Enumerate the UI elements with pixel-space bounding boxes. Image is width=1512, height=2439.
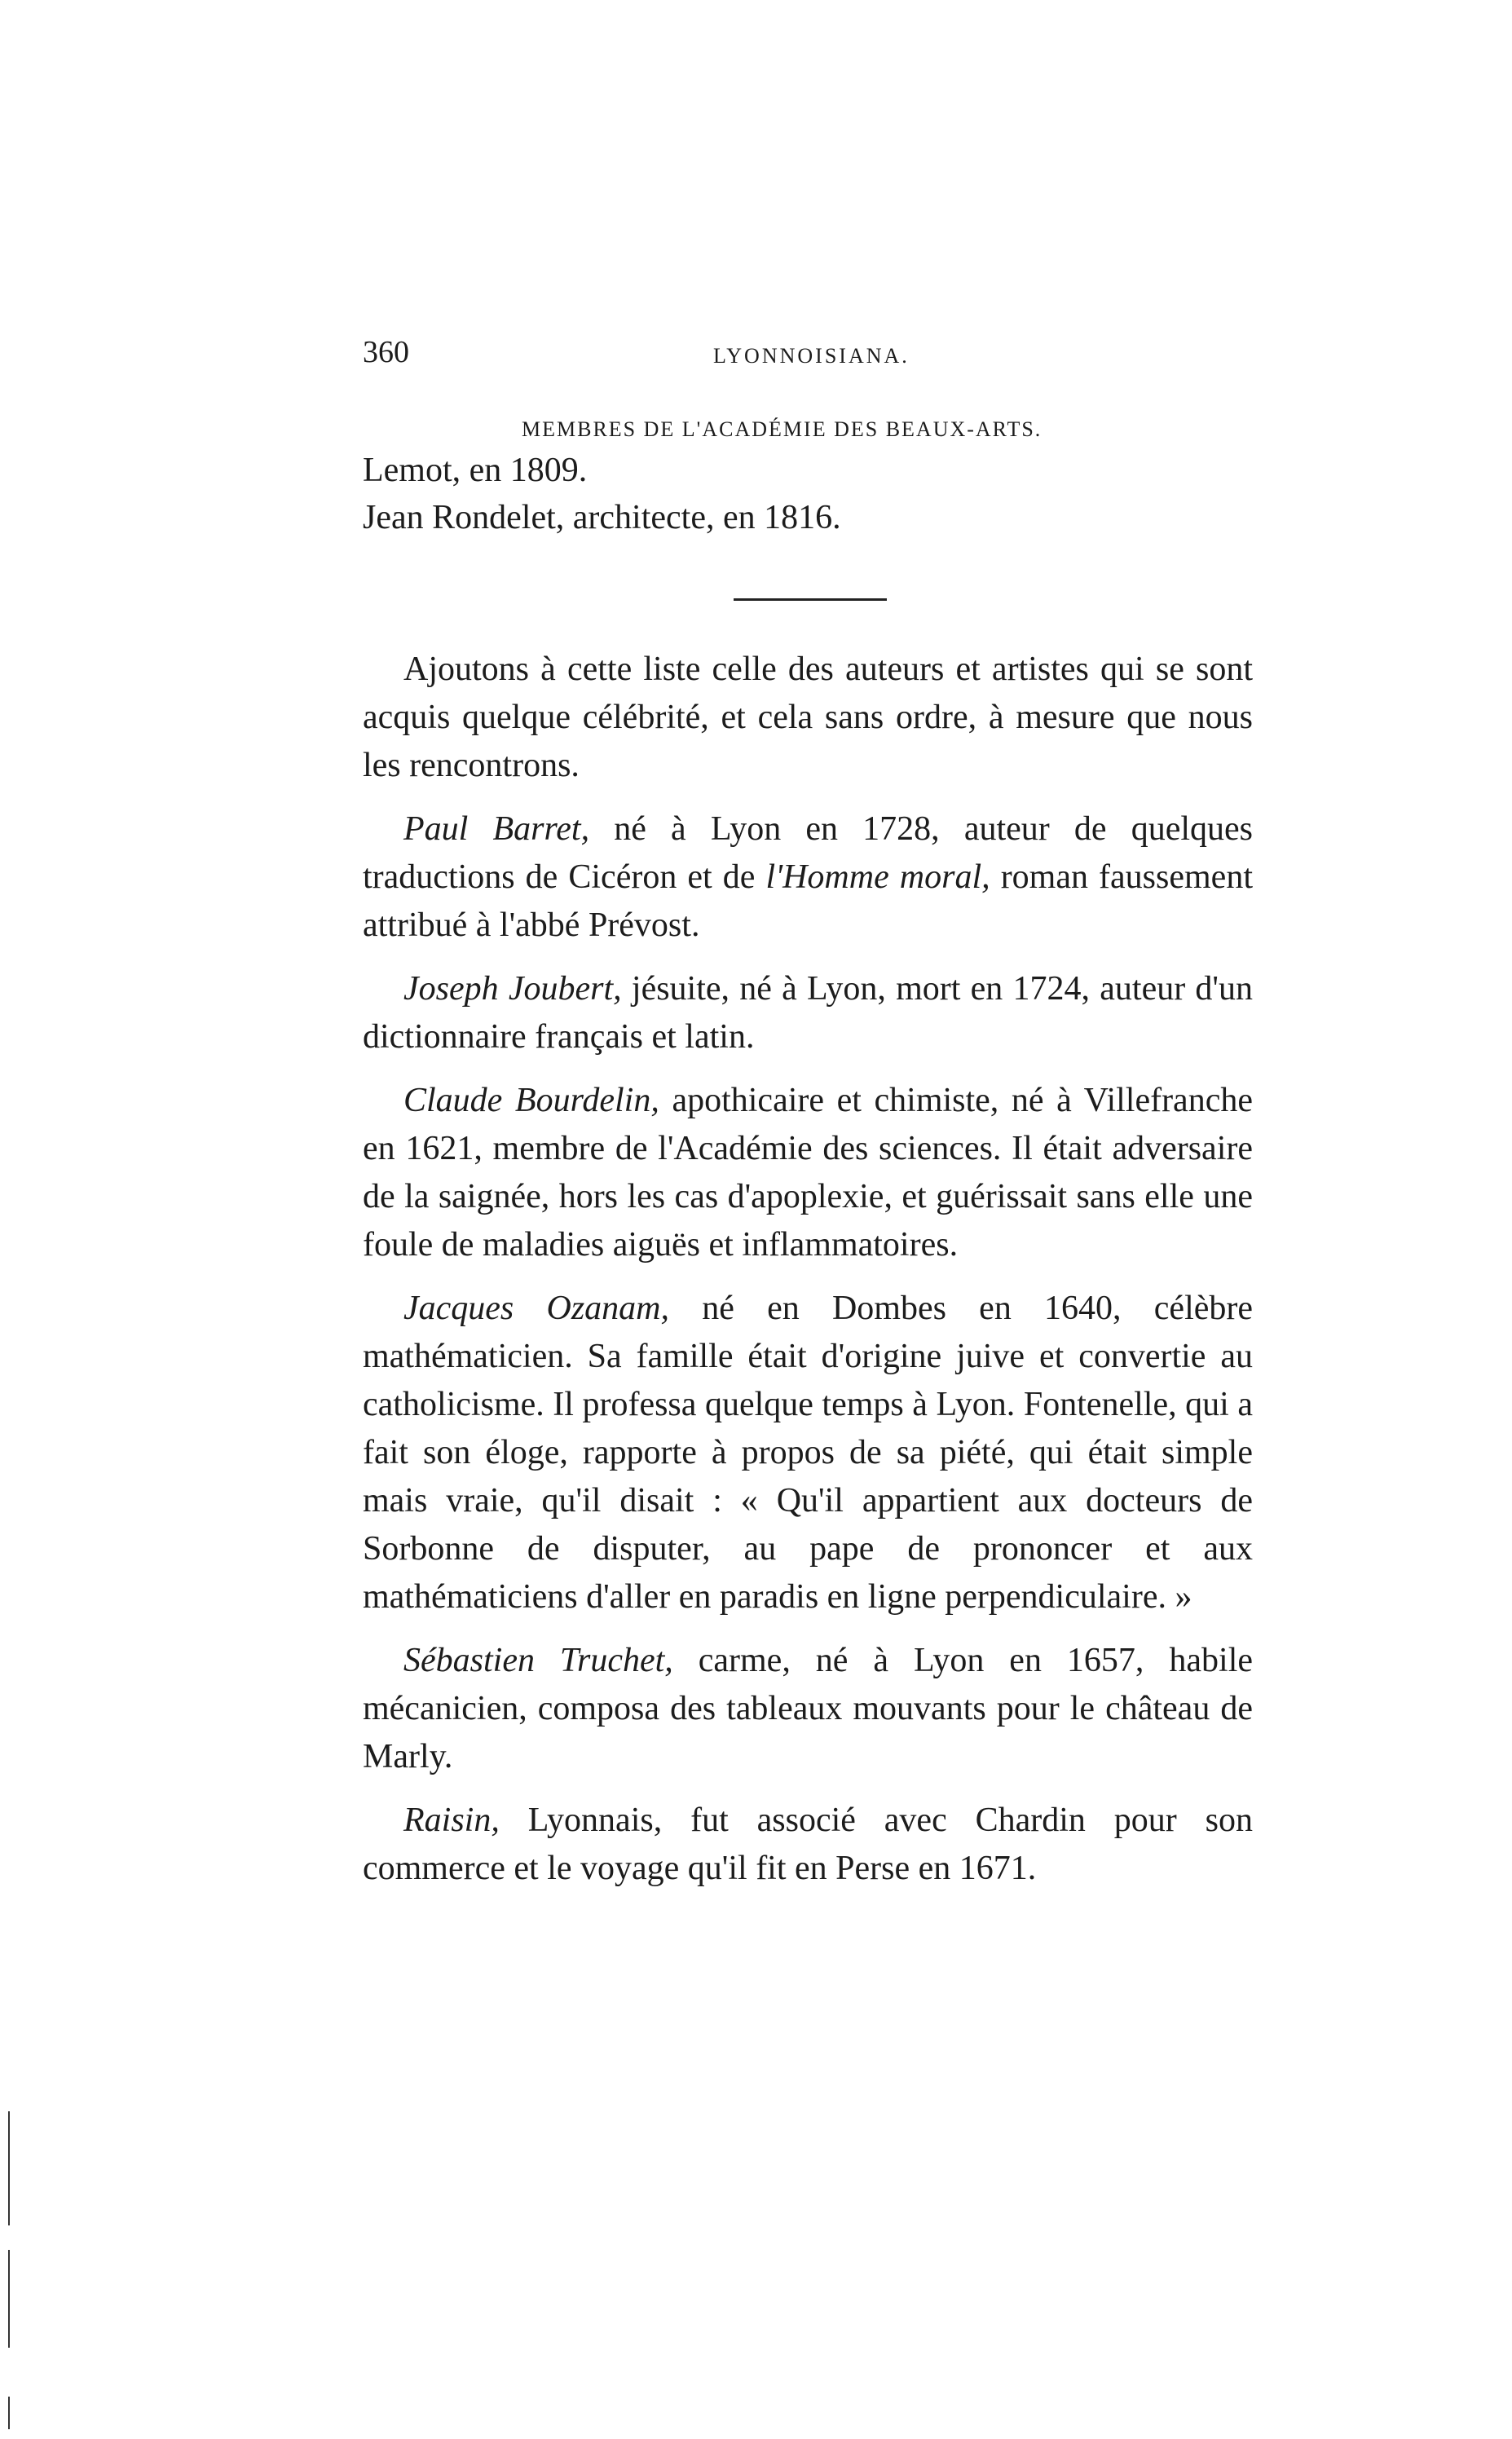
scan-edge-mark [8, 2250, 10, 2348]
entry-text: jésuite, né à Lyon, mort en 1724, auteur d'un dictionnaire français et latin. [363, 970, 1253, 1056]
entry-paragraph [363, 1637, 1253, 1781]
entry-name: Raisin, [403, 1802, 500, 1839]
section-heading: MEMBRES DE L'ACADÉMIE DES BEAUX-ARTS. [522, 417, 1043, 441]
entry-name: Joseph Joubert, [403, 970, 622, 1008]
entry-paragraph [363, 1797, 1253, 1893]
entry-text: Lyonnais, fut associé avec Chardin pour son commerce et le voyage qu'il fit en Perse en 1671. [363, 1802, 1253, 1887]
entry-paragraph [363, 805, 1253, 950]
entry-name: Sébastien Truchet, [403, 1642, 673, 1679]
entry-name: Paul Barret, [403, 810, 590, 848]
entry-paragraph [363, 1285, 1253, 1621]
page-number: 360 [363, 335, 409, 369]
entry-name: Claude Bourdelin, [403, 1082, 659, 1119]
running-title: LYONNOISIANA. [713, 344, 910, 368]
entry-paragraph [363, 1077, 1253, 1269]
page-header [363, 334, 1178, 375]
scan-edge-mark [8, 2397, 10, 2429]
entry-title-italic: l'Homme moral, [765, 858, 990, 896]
entry-text: né à Lyon en 1728, auteur de quelques traductions de Cicéron et de [363, 810, 1254, 896]
entry-name: Jacques Ozanam, [403, 1290, 670, 1327]
intro-paragraph: Ajoutons à cette liste celle des auteurs et artistes qui se sont acquis quelque célébrité, et cela sans ordre, à mesure que nous les rencontrons. [363, 651, 1253, 784]
entry-paragraph [363, 965, 1253, 1061]
entry-text: carme, né à Lyon en 1657, habile mécanicien, composa des tableaux mouvants pour le château de Marly. [363, 1642, 1253, 1775]
body-text [363, 646, 1253, 1908]
entry-text: né en Dombes en 1640, célèbre mathématicien. Sa famille était d'origine juive et convertie au catholicisme. Il professa quelque temps à Lyon. Fontenelle, qui a fait son éloge, rapporte à propos de sa piété, qui était simple mais vraie, qu'il disait : « Qu'il appartient aux docteurs de Sorbonne de disputer, au pape de prononcer et aux mathématiciens d'aller en paradis en ligne perpendiculaire. » [363, 1290, 1254, 1616]
entry-text: roman faussement attribué à l'abbé Prévost. [363, 858, 1253, 944]
entry-text: apothicaire et chimiste, né à Villefranche en 1621, membre de l'Académie des sciences. Il était adversaire de la saignée, hors les cas d'apoplexie, et guérissait sans elle une foule de maladies aiguës et inflammatoires. [363, 1082, 1253, 1264]
members-list [363, 447, 1259, 541]
member-entry: Jean Rondelet, architecte, en 1816. [363, 499, 841, 536]
scan-edge-mark [8, 2111, 10, 2225]
section-divider [734, 598, 887, 601]
member-entry: Lemot, en 1809. [363, 452, 588, 489]
